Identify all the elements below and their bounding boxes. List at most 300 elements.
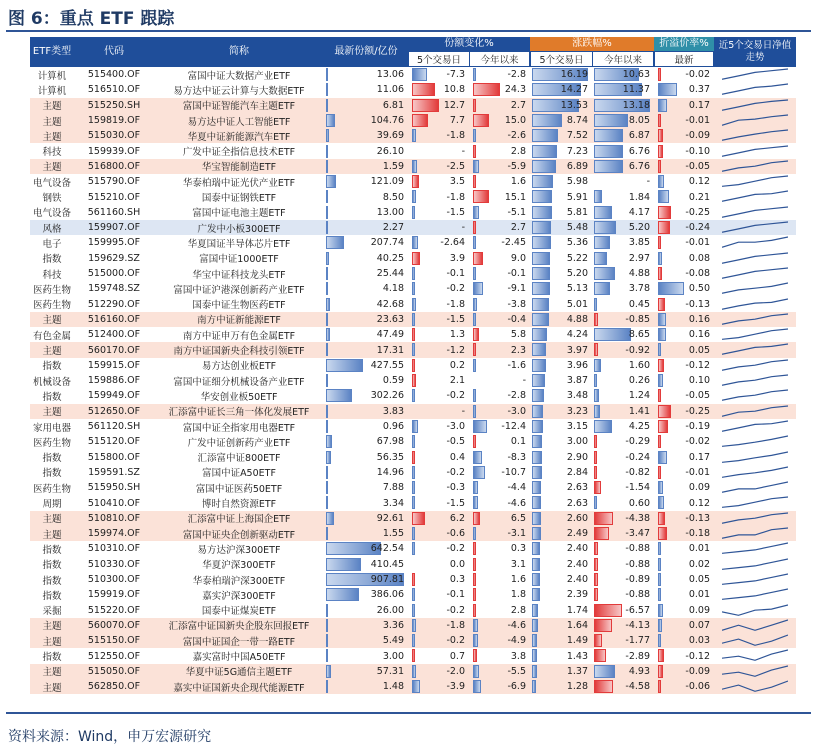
- trend-sparkline: [722, 160, 788, 172]
- header-premium-latest: 最新: [655, 52, 713, 66]
- trend-line: [722, 482, 788, 492]
- cell-s5: -1.8: [446, 619, 465, 631]
- cell-shares: 5.49: [382, 635, 404, 647]
- trend-sparkline: [722, 496, 788, 508]
- trend-sparkline: [722, 236, 788, 248]
- cell-name: 富国中证A50ETF: [202, 468, 276, 480]
- cell-code: 560070.OF: [87, 619, 141, 631]
- cell-code: 515030.OF: [87, 130, 141, 142]
- trend-line: [722, 421, 788, 431]
- header-pct-change: 涨跌幅%: [530, 37, 654, 51]
- cell-pr: -0.25: [685, 206, 710, 218]
- table-row: [30, 679, 796, 694]
- cell-p5: 6.89: [566, 160, 588, 172]
- cell-type: 主题: [42, 682, 62, 694]
- cell-pr: -0.19: [685, 421, 710, 433]
- cell-pr: 0.09: [688, 604, 710, 616]
- trend-line: [722, 253, 788, 263]
- cell-py: -1.77: [625, 635, 650, 647]
- bottom-rule: [6, 712, 811, 714]
- figure-title: 图 6：重点 ETF 跟踪: [8, 9, 175, 29]
- cell-type: 指数: [42, 652, 62, 664]
- table-row: [30, 450, 796, 465]
- trend-sparkline: [722, 68, 788, 80]
- cell-type: 指数: [42, 391, 62, 403]
- table-row: [30, 358, 796, 373]
- trend-line: [722, 605, 788, 615]
- cell-sy: -4.4: [507, 482, 526, 494]
- cell-p5: 2.40: [566, 543, 588, 555]
- table-row: [30, 220, 796, 235]
- trend-sparkline: [722, 359, 788, 371]
- cell-p5: 5.13: [566, 283, 588, 295]
- cell-name: 富国中证沪港深创新药产业ETF: [173, 284, 305, 296]
- table-row: [30, 664, 796, 679]
- cell-s5: -1.8: [446, 191, 465, 203]
- cell-pr: -0.05: [685, 160, 710, 172]
- cell-type: 医药生物: [32, 483, 71, 495]
- cell-s5: -1.2: [446, 344, 465, 356]
- cell-code: 159939.OF: [87, 145, 141, 157]
- cell-py: -3.47: [625, 528, 650, 540]
- cell-shares: 3.34: [382, 497, 404, 509]
- header-pct-ytd: 今年以来: [593, 52, 653, 66]
- cell-name: 嘉实富时中国A50ETF: [192, 652, 286, 664]
- table-row: [30, 82, 796, 97]
- cell-s5: -2.64: [440, 237, 465, 249]
- cell-code: 510410.OF: [87, 497, 141, 509]
- cell-s5: 0.0: [449, 558, 465, 570]
- cell-name: 华夏国证半导体芯片ETF: [187, 238, 291, 250]
- table-row: [30, 404, 796, 419]
- cell-code: 159886.OF: [87, 375, 141, 387]
- cell-sy: -4.6: [507, 619, 526, 631]
- cell-pr: -0.01: [685, 237, 710, 249]
- cell-sy: 1.6: [510, 176, 526, 188]
- cell-code: 512650.OF: [87, 405, 141, 417]
- header-trend: 近5个交易日净值走势: [718, 40, 792, 63]
- table-row: [30, 541, 796, 556]
- cell-name: 华夏沪深300ETF: [202, 560, 276, 572]
- cell-py: -1.54: [625, 482, 650, 494]
- trend-sparkline: [722, 481, 788, 493]
- cell-shares: 11.06: [376, 84, 404, 96]
- cell-p5: 2.39: [566, 589, 588, 601]
- cell-shares: 42.68: [376, 298, 404, 310]
- cell-py: 1.84: [628, 191, 650, 203]
- cell-p5: 5.22: [566, 252, 588, 264]
- cell-p5: 4.88: [566, 313, 588, 325]
- trend-sparkline: [722, 527, 788, 539]
- cell-name: 富国中证国企一带一路ETF: [182, 636, 296, 648]
- trend-sparkline: [722, 420, 788, 432]
- trend-line: [722, 543, 788, 553]
- trend-sparkline: [722, 512, 788, 524]
- cell-shares: 7.88: [382, 482, 404, 494]
- cell-pr: 0.07: [688, 619, 710, 631]
- cell-code: 516510.OF: [87, 84, 141, 96]
- trend-sparkline: [722, 619, 788, 631]
- cell-shares: 23.63: [376, 313, 404, 325]
- cell-pr: 0.05: [688, 574, 710, 586]
- cell-py: 4.25: [628, 421, 650, 433]
- cell-sy: 5.8: [510, 329, 526, 341]
- cell-sy: 15.1: [504, 191, 526, 203]
- cell-type: 主题: [42, 636, 62, 648]
- table-row: [30, 235, 796, 250]
- cell-sy: 1.8: [510, 589, 526, 601]
- cell-py: 1.60: [628, 359, 650, 371]
- cell-code: 159919.OF: [87, 589, 141, 601]
- cell-type: 指数: [42, 361, 62, 373]
- cell-pr: 0.09: [688, 482, 710, 494]
- trend-sparkline: [722, 252, 788, 264]
- cell-pr: 0.16: [688, 329, 710, 341]
- trend-sparkline: [722, 298, 788, 310]
- cell-name: 广发中证全指信息技术ETF: [182, 147, 296, 159]
- cell-shares: 642.54: [370, 543, 404, 555]
- cell-code: 510310.OF: [87, 543, 141, 555]
- header-type: ETF类型: [32, 46, 72, 57]
- trend-line: [722, 513, 788, 523]
- cell-code: 560170.OF: [87, 344, 141, 356]
- cell-py: 1.41: [628, 405, 650, 417]
- cell-pr: -0.13: [685, 512, 710, 524]
- cell-sy: 6.5: [510, 512, 526, 524]
- cell-p5: 1.37: [566, 665, 588, 677]
- cell-code: 561160.SH: [87, 206, 141, 218]
- cell-s5: -3.9: [446, 681, 465, 693]
- cell-shares: 26.00: [376, 604, 404, 616]
- cell-p5: 3.00: [566, 436, 588, 448]
- cell-name: 汇添富中证长三角一体化发展ETF: [168, 407, 310, 419]
- cell-pr: -0.24: [685, 222, 710, 234]
- cell-py: 8.05: [628, 115, 650, 127]
- cell-py: 3.85: [628, 237, 650, 249]
- table-row: [30, 465, 796, 480]
- cell-pr: -0.12: [685, 650, 710, 662]
- cell-p5: 3.87: [566, 375, 588, 387]
- trend-sparkline: [722, 558, 788, 570]
- trend-line: [722, 207, 788, 217]
- cell-s5: 3.9: [449, 252, 465, 264]
- cell-name: 华宝中证科技龙头ETF: [192, 269, 286, 281]
- header-shares: 最新份额/亿份: [334, 46, 398, 57]
- cell-type: 采掘: [42, 606, 62, 618]
- cell-name: 华安创业板50ETF: [200, 391, 278, 403]
- cell-s5: -1.8: [446, 130, 465, 142]
- trend-sparkline: [722, 145, 788, 157]
- cell-shares: 302.26: [370, 390, 404, 402]
- trend-sparkline: [722, 190, 788, 202]
- cell-code: 515800.OF: [87, 451, 141, 463]
- cell-s5: -0.2: [446, 283, 465, 295]
- table-row: [30, 526, 796, 541]
- cell-shares: 40.25: [376, 252, 404, 264]
- cell-type: 主题: [42, 315, 62, 327]
- cell-type: 指数: [42, 468, 62, 480]
- cell-shares: 207.74: [370, 237, 404, 249]
- trend-sparkline: [722, 114, 788, 126]
- table-row: [30, 98, 796, 113]
- cell-p5: 2.63: [566, 482, 588, 494]
- cell-sy: 2.7: [510, 222, 526, 234]
- trend-line: [722, 635, 788, 645]
- cell-p5: 1.49: [566, 635, 588, 647]
- trend-sparkline: [722, 206, 788, 218]
- cell-shares: 3.00: [382, 650, 404, 662]
- trend-sparkline: [722, 435, 788, 447]
- cell-py: 4.88: [628, 268, 650, 280]
- table-row: [30, 618, 796, 633]
- cell-py: -0.88: [625, 543, 650, 555]
- cell-pr: -0.10: [685, 145, 710, 157]
- cell-sy: 1.6: [510, 574, 526, 586]
- cell-p5: 2.63: [566, 497, 588, 509]
- cell-py: -2.89: [625, 650, 650, 662]
- cell-py: 11.37: [622, 84, 650, 96]
- cell-type: 医药生物: [32, 437, 71, 449]
- cell-type: 钢铁: [42, 193, 62, 205]
- cell-sy: -4.6: [507, 497, 526, 509]
- cell-pr: -0.18: [685, 528, 710, 540]
- cell-shares: 57.31: [376, 665, 404, 677]
- cell-py: -0.89: [625, 574, 650, 586]
- cell-shares: 4.18: [382, 283, 404, 295]
- cell-s5: 7.7: [449, 115, 465, 127]
- cell-sy: 2.8: [510, 604, 526, 616]
- cell-sy: -2.45: [501, 237, 526, 249]
- cell-s5: 0.4: [449, 451, 465, 463]
- cell-pr: -0.02: [685, 436, 710, 448]
- cell-p5: 7.52: [566, 130, 588, 142]
- cell-s5: -1.5: [446, 313, 465, 325]
- cell-s5: -0.3: [446, 482, 465, 494]
- cell-p5: 5.98: [566, 176, 588, 188]
- cell-p5: 3.15: [566, 421, 588, 433]
- table-row: [30, 495, 796, 510]
- cell-name: 汇添富中证上海国企ETF: [187, 514, 291, 526]
- cell-name: 华夏中证新能源汽车ETF: [187, 131, 291, 143]
- cell-s5: -: [461, 222, 465, 234]
- trend-line: [722, 574, 788, 584]
- cell-py: -0.29: [625, 436, 650, 448]
- cell-p5: 5.91: [566, 191, 588, 203]
- cell-p5: 14.27: [560, 84, 588, 96]
- cell-p5: 5.01: [566, 298, 588, 310]
- cell-py: 10.63: [622, 69, 650, 81]
- cell-type: 风格: [42, 223, 62, 235]
- cell-type: 主题: [42, 667, 62, 679]
- cell-shares: 6.81: [382, 99, 404, 111]
- cell-name: 汇添富中证800ETF: [197, 453, 281, 465]
- cell-name: 易方达创业板ETF: [201, 361, 277, 373]
- cell-p5: 7.23: [566, 145, 588, 157]
- cell-p5: 3.23: [566, 405, 588, 417]
- header-share-ytd: 今年以来: [470, 52, 529, 66]
- cell-s5: -: [461, 405, 465, 417]
- table-row: [30, 189, 796, 204]
- cell-name: 富国中证大数据产业ETF: [187, 70, 291, 82]
- trend-sparkline: [722, 389, 788, 401]
- cell-shares: 0.59: [382, 375, 404, 387]
- cell-sy: 3.1: [510, 558, 526, 570]
- cell-pr: 0.12: [688, 497, 710, 509]
- trend-line: [722, 237, 788, 247]
- cell-type: 周期: [42, 499, 62, 511]
- trend-line: [722, 222, 788, 232]
- cell-s5: -: [461, 145, 465, 157]
- cell-sy: 0.3: [510, 543, 526, 555]
- cell-code: 516160.OF: [87, 313, 141, 325]
- cell-p5: 16.19: [560, 69, 588, 81]
- table-row: [30, 572, 796, 587]
- cell-name: 国泰中证钢铁ETF: [201, 193, 277, 205]
- cell-code: 515950.SH: [87, 482, 141, 494]
- cell-py: -0.24: [625, 451, 650, 463]
- cell-code: 561120.SH: [87, 421, 141, 433]
- cell-type: 指数: [42, 254, 62, 266]
- trend-sparkline: [722, 221, 788, 233]
- trend-line: [722, 176, 788, 186]
- table-row: [30, 327, 796, 342]
- cell-sy: 2.8: [510, 145, 526, 157]
- cell-py: -0.82: [625, 466, 650, 478]
- cell-py: 8.65: [628, 329, 650, 341]
- cell-pr: -0.01: [685, 466, 710, 478]
- trend-line: [722, 666, 788, 676]
- cell-code: 159748.SZ: [88, 283, 140, 295]
- cell-s5: -0.2: [446, 466, 465, 478]
- trend-sparkline: [722, 573, 788, 585]
- cell-sy: -0.4: [507, 313, 526, 325]
- cell-name: 南方中证申万有色金属ETF: [182, 330, 296, 342]
- cell-sy: -2.6: [507, 130, 526, 142]
- cell-py: 3.78: [628, 283, 650, 295]
- cell-shares: 13.06: [376, 69, 404, 81]
- trend-line: [722, 115, 788, 125]
- table-row: [30, 648, 796, 663]
- cell-py: 0.45: [628, 298, 650, 310]
- trend-sparkline: [722, 665, 788, 677]
- cell-code: 159949.OF: [87, 390, 141, 402]
- trend-line: [722, 329, 788, 339]
- cell-p5: 2.40: [566, 558, 588, 570]
- cell-type: 主题: [42, 131, 62, 143]
- cell-type: 家用电器: [32, 422, 71, 434]
- trend-sparkline: [722, 588, 788, 600]
- trend-line: [722, 130, 788, 140]
- cell-p5: 2.84: [566, 466, 588, 478]
- cell-s5: -0.2: [446, 604, 465, 616]
- cell-shares: 25.44: [376, 268, 404, 280]
- cell-py: 5.20: [628, 222, 650, 234]
- cell-name: 富国中证智能汽车主题ETF: [182, 101, 296, 113]
- trend-line: [722, 406, 788, 416]
- table-row: [30, 159, 796, 174]
- cell-p5: 1.74: [566, 604, 588, 616]
- cell-code: 515000.OF: [87, 268, 141, 280]
- cell-sy: -2.8: [507, 69, 526, 81]
- cell-shares: 47.49: [376, 329, 404, 341]
- table-row: [30, 266, 796, 281]
- trend-sparkline: [722, 405, 788, 417]
- cell-s5: 6.2: [449, 512, 465, 524]
- cell-py: 0.26: [628, 375, 650, 387]
- trend-line: [722, 84, 788, 94]
- cell-code: 510300.OF: [87, 574, 141, 586]
- table-row: [30, 312, 796, 327]
- trend-sparkline: [722, 328, 788, 340]
- cell-name: 易方达沪深300ETF: [197, 544, 281, 556]
- cell-py: -0.88: [625, 558, 650, 570]
- cell-py: -6.57: [625, 604, 650, 616]
- cell-shares: 67.98: [376, 436, 404, 448]
- cell-sy: -9.1: [507, 283, 526, 295]
- cell-p5: 2.49: [566, 528, 588, 540]
- cell-type: 主题: [42, 514, 62, 526]
- cell-pr: -0.01: [685, 115, 710, 127]
- cell-code: 515790.OF: [87, 176, 141, 188]
- cell-code: 515120.OF: [87, 436, 141, 448]
- cell-name: 博时自然资源ETF: [201, 499, 277, 511]
- cell-code: 512400.OF: [87, 329, 141, 341]
- cell-sy: -4.9: [507, 635, 526, 647]
- trend-line: [722, 299, 788, 309]
- cell-name: 嘉实沪深300ETF: [202, 590, 276, 602]
- cell-type: 主题: [42, 407, 62, 419]
- cell-sy: 3.8: [510, 650, 526, 662]
- trend-line: [722, 283, 788, 293]
- trend-sparkline: [722, 374, 788, 386]
- table-row: [30, 251, 796, 266]
- trend-line: [722, 191, 788, 201]
- cell-code: 515150.OF: [87, 635, 141, 647]
- header-premium: 折溢价率%: [654, 37, 714, 51]
- cell-code: 510330.OF: [87, 558, 141, 570]
- trend-line: [722, 69, 788, 79]
- trend-sparkline: [722, 649, 788, 661]
- cell-sy: 0.1: [510, 436, 526, 448]
- table-row: [30, 144, 796, 159]
- cell-type: 指数: [42, 560, 62, 572]
- header-share-change: 份额变化%: [444, 38, 494, 49]
- cell-sy: -3.8: [507, 298, 526, 310]
- cell-pr: 0.21: [688, 191, 710, 203]
- cell-sy: -5.5: [507, 665, 526, 677]
- cell-py: -4.13: [625, 619, 650, 631]
- cell-py: 0.60: [628, 497, 650, 509]
- cell-sy: 15.0: [504, 115, 526, 127]
- cell-s5: -1.5: [446, 206, 465, 218]
- source-note: 资料来源：Wind，申万宏源研究: [8, 729, 212, 745]
- trend-line: [722, 146, 788, 156]
- cell-shares: 1.59: [382, 160, 404, 172]
- cell-type: 指数: [42, 590, 62, 602]
- cell-pr: 0.02: [688, 558, 710, 570]
- cell-name: 华泰柏瑞沪深300ETF: [192, 575, 286, 587]
- cell-name: 广发中证创新药产业ETF: [187, 437, 291, 449]
- cell-code: 515220.OF: [87, 604, 141, 616]
- table-row: [30, 557, 796, 572]
- cell-type: 主题: [42, 346, 62, 358]
- cell-shares: 14.96: [376, 466, 404, 478]
- cell-s5: -2.5: [446, 160, 465, 172]
- header-name: 简称: [229, 46, 249, 57]
- trend-line: [722, 436, 788, 446]
- cell-sy: -3.0: [507, 405, 526, 417]
- cell-sy: -0.1: [507, 268, 526, 280]
